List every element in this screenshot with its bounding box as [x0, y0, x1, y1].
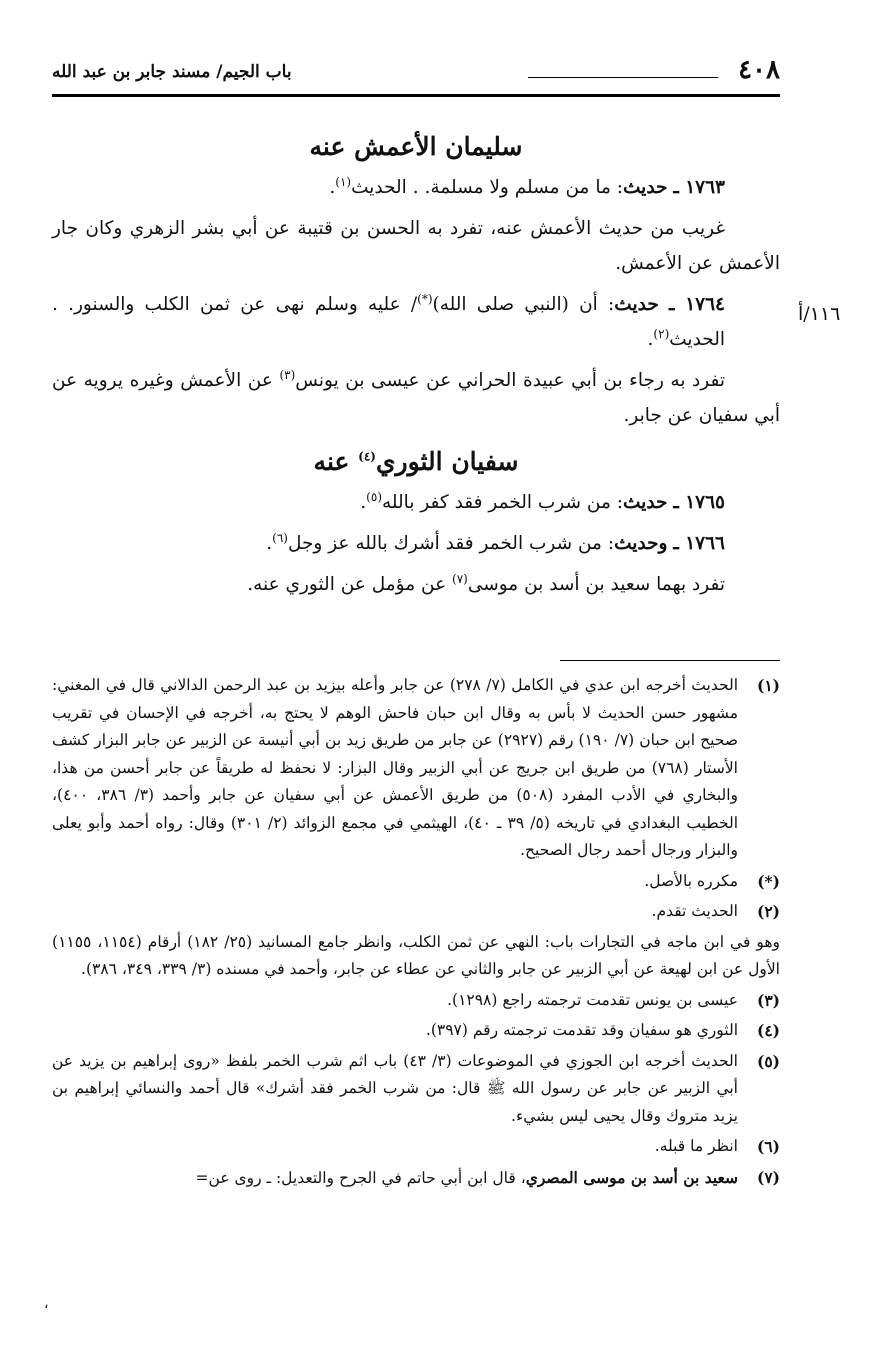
- footnotes: [52, 672, 780, 1195]
- footnote-text: الحديث أخرجه ابن عدي في الكامل (٧/ ٢٧٨) عن جابر وأعله بيزيد بن عبد الرحمن الدالاني قال في المغني: مشهور حسن الحديث لا بأس به وقال ابن حبان فاحش الوهم لا يحتج به، أخرجه في الإحسان في تقريب صحيح ابن حبان (٧/ ١٩٠) رقم (٢٩٢٧) عن جابر من طريق زيد بن أبي أنيسة عن الزبير عن جابر البزار كشف الأستار (٧٦٨) من طريق ابن جريج عن أبي الزبير وقال البزار: لا نحفظ له طريقاً عن جابر أحسن من هذا، والبخاري في الأدب المفرد (٥٠٨) من طريق الأعمش عن أبي سفيان عن جابر وأحمد (٣/ ٣٨٦، ٤٠٠)، الخطيب البغدادي في تاريخه (٥/ ٣٩ ـ ٤٠)، الهيثمي في مجمع الزوائد (٢/ ٣٠١) وقال: رواه أحمد وأبو يعلى والبزار ورجال أحمد رجال الصحيح.: [52, 676, 739, 859]
- footnote-text: ، قال ابن أبي حاتم في الجرح والتعديل: ـ روى عن=: [195, 1168, 526, 1187]
- commentary-1763: غريب من حديث الأعمش عنه، تفرد به الحسن بن قتيبة عن أبي بشر الزهري وكان جار الأعمش عن الأعمش.: [52, 218, 780, 274]
- footnote-ref: (٥): [366, 489, 382, 504]
- hadith-1766: [52, 526, 780, 561]
- full-stop: .: [647, 329, 654, 350]
- footnote-ref: (٦): [272, 530, 288, 545]
- full-stop: .: [360, 492, 367, 513]
- hadith-keyword: حديث: [623, 177, 668, 198]
- footnote-label: (*): [757, 871, 780, 891]
- full-stop: .: [329, 177, 336, 198]
- manuscript-folio-note: ١١٦/أ: [798, 303, 841, 325]
- main-text: [52, 124, 780, 608]
- footnote-label: (٦): [756, 1137, 780, 1156]
- page-number: ٤٠٨: [738, 55, 780, 85]
- footnote-ref: (٣): [279, 367, 296, 382]
- footnote-2: [52, 898, 780, 926]
- footnote-6: [52, 1133, 780, 1161]
- hadith-keyword: حديث: [623, 492, 668, 513]
- footnote-text: الحديث تقدم.: [651, 902, 738, 920]
- footnote-text: الثوري هو سفيان وقد تقدمت ترجمته رقم (٣٩٧).: [425, 1021, 738, 1039]
- hadith-number: ١٧٦٦ ـ: [673, 533, 725, 554]
- footnote-ref: (٧): [452, 571, 468, 586]
- footnote-ref: (١): [335, 174, 352, 189]
- footnote-7: [52, 1164, 780, 1193]
- footnote-4: [52, 1017, 780, 1045]
- page-end-mark: ،: [44, 1296, 49, 1312]
- footnote-ref: (٢): [653, 326, 670, 341]
- footnote-text: عيسى بن يونس تقدمت ترجمته راجع (١٢٩٨).: [447, 990, 738, 1009]
- commentary-1765-1766: [52, 567, 780, 602]
- footnote-separator: [560, 660, 780, 661]
- hadith-number: ١٧٦٥ ـ: [673, 492, 725, 513]
- footnote-person-name: سعيد بن أسد بن موسى المصري: [525, 1167, 738, 1187]
- footnote-label: (٣): [756, 990, 780, 1010]
- hadith-text: : أن (النبي صلى الله): [432, 294, 615, 315]
- hadith-text: : ما من مسلم ولا مسلمة. . الحديث: [351, 177, 624, 198]
- footnote-label: (١): [756, 676, 780, 695]
- hadith-number: ١٧٦٣ ـ: [673, 177, 725, 198]
- hadith-text-cont: / عليه وسلم نهى عن ثمن الكلب والسنور. . الحديث: [52, 294, 725, 350]
- hadith-keyword: حديث: [614, 294, 659, 315]
- footnote-label: (٢): [756, 902, 780, 921]
- footnote-star: [52, 868, 780, 896]
- section-title-sufyan: [52, 439, 780, 485]
- hadith-number: ١٧٦٤ ـ: [669, 294, 725, 315]
- footnote-3: [52, 987, 780, 1015]
- footnote-text: مكرره بالأصل.: [644, 871, 738, 890]
- hadith-text: : من شرب الخمر فقد أشرك بالله عز وجل: [287, 533, 615, 554]
- hadith-keyword: وحديث: [614, 533, 668, 554]
- footnote-label: (٤): [756, 1021, 780, 1040]
- footnote-ref-star: (*): [417, 291, 433, 306]
- footnote-label: (٧): [756, 1167, 780, 1187]
- footnote-1: [52, 672, 780, 865]
- commentary-text-cont: عن مؤمل عن الثوري عنه.: [247, 574, 452, 595]
- commentary-text: تفرد به رجاء بن أبي عبيدة الحراني عن عيسى بن يونس: [295, 370, 725, 391]
- hadith-1764: [52, 287, 780, 357]
- footnote-ref: (٤): [358, 449, 376, 464]
- hadith-1763: [52, 170, 780, 205]
- full-stop: .: [266, 533, 273, 554]
- section-title-text-cont: عنه: [313, 447, 359, 476]
- section-title-text: سفيان الثوري: [375, 447, 519, 476]
- hadith-text: : من شرب الخمر فقد كفر بالله: [382, 492, 624, 513]
- footnote-text: انظر ما قبله.: [654, 1137, 738, 1155]
- footnote-text: الحديث أخرجه ابن الجوزي في الموضوعات (٣/ ٤٣) باب اثم شرب الخمر بلفظ «روى إبراهيم بن يزيد عن أبي الزبير عن جابر عن رسول الله ﷺ قال: من شرب الخمر فقد أشرك» قال أحمد والنسائي إبراهيم بن يزيد متروك وقال يحيى ليس بشيء.: [52, 1051, 738, 1125]
- running-header: [52, 52, 780, 97]
- footnote-5: [52, 1048, 780, 1131]
- header-rule: [528, 77, 718, 78]
- section-title-sulayman: سليمان الأعمش عنه: [309, 132, 523, 161]
- footnote-2-continuation: وهو في ابن ماجه في التجارات باب: النهي عن ثمن الكلب، وانظر جامع المسانيد (٢٥/ ١٨٢) أرقام (١١٥٤، ١١٥٥) الأول عن ابن لهيعة عن أبي الزبير عن جابر والثاني عن عطاء عن جابر، وأحمد في مسنده (٣/ ٣٣٩، ٣٤٩، ٣٨٦).: [52, 932, 781, 978]
- commentary-1764: [52, 363, 780, 433]
- footnote-label: (٥): [756, 1051, 780, 1071]
- commentary-text-cont: عن الأعمش وغيره يرويه عن أبي سفيان عن جابر.: [52, 370, 780, 426]
- hadith-1765: [52, 485, 780, 520]
- commentary-text: تفرد بهما سعيد بن أسد بن موسى: [467, 574, 725, 595]
- running-title: باب الجيم/ مسند جابر بن عبد الله: [52, 62, 292, 82]
